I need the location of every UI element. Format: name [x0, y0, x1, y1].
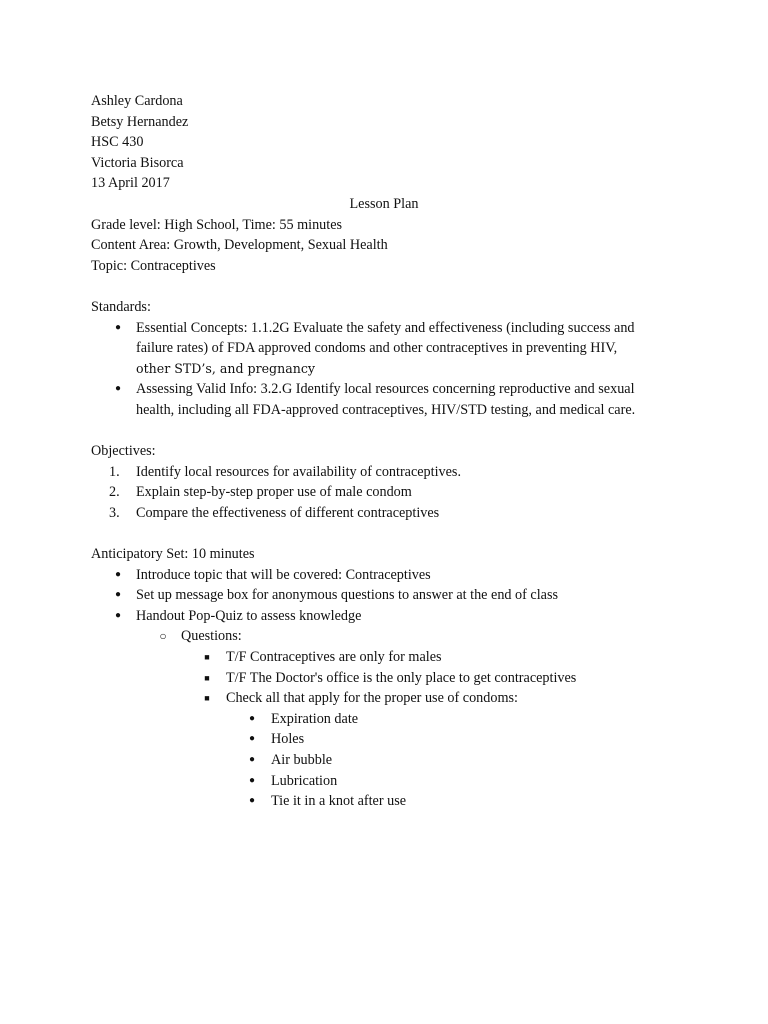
standard-1-line-3: other STD’s, and pregnancy — [136, 360, 316, 376]
circle-bullet-icon: ○ — [159, 629, 167, 644]
course-line: HSC 430 — [91, 134, 144, 151]
checklist-text: Lubrication — [271, 772, 338, 789]
checklist-item-2 — [91, 729, 691, 750]
question-text: T/F Contraceptives are only for males — [226, 649, 442, 666]
checklist-item-4 — [91, 771, 691, 792]
objective-text: Identify local resources for availability of contraceptives. — [136, 463, 461, 480]
document-title: Lesson Plan — [349, 195, 419, 212]
checklist-item-1 — [91, 709, 691, 730]
document-body — [91, 91, 691, 812]
checklist-item-5 — [91, 791, 691, 812]
bullet-icon: ● — [248, 733, 256, 745]
square-bullet-icon: ■ — [204, 693, 210, 704]
objective-text: Compare the effectiveness of different contraceptives — [136, 504, 440, 521]
anticipatory-text: Set up message box for anonymous questions to answer at the end of class — [136, 587, 558, 604]
bullet-icon: ● — [114, 568, 122, 580]
objective-number: 1. — [109, 463, 120, 480]
bullet-icon: ● — [248, 774, 256, 786]
questions-label-item — [91, 626, 691, 647]
spacer — [91, 421, 691, 442]
author-line-1: Ashley Cardona — [91, 93, 183, 109]
question-text: Check all that apply for the proper use of condoms: — [226, 690, 518, 707]
spacer — [91, 276, 691, 297]
questions-label: Questions: — [181, 628, 242, 645]
bullet-icon: ● — [248, 712, 256, 724]
question-text: T/F The Doctor's office is the only place to get contraceptives — [226, 669, 577, 686]
bullet-icon: ● — [114, 589, 122, 601]
bullet-icon: ● — [114, 321, 122, 333]
checklist-item-3 — [91, 750, 691, 771]
standard-2-line-1: Assessing Valid Info: 3.2.G Identify local resources concerning reproductive and sexual — [136, 381, 635, 398]
objective-text: Explain step-by-step proper use of male condom — [136, 484, 412, 501]
checklist-text: Holes — [271, 731, 305, 748]
spacer — [91, 523, 691, 544]
objective-item-3 — [91, 503, 691, 524]
objectives-heading: Objectives: — [91, 443, 156, 460]
anticipatory-text: Introduce topic that will be covered: Contraceptives — [136, 566, 431, 583]
objective-number: 3. — [109, 504, 120, 521]
question-item-1 — [91, 647, 691, 668]
standard-1-line-1: Essential Concepts: 1.1.2G Evaluate the safety and effectiveness (including success and — [136, 319, 635, 336]
question-item-3 — [91, 688, 691, 709]
topic-line: Topic: Contraceptives — [91, 257, 216, 274]
standards-heading: Standards: — [91, 298, 151, 315]
standard-item-1 — [91, 318, 691, 380]
objective-number: 2. — [109, 484, 120, 501]
anticipatory-heading: Anticipatory Set: 10 minutes — [91, 546, 255, 563]
standard-item-2 — [91, 379, 691, 420]
anticipatory-text: Handout Pop-Quiz to assess knowledge — [136, 607, 362, 624]
checklist-text: Air bubble — [271, 752, 333, 768]
objective-item-2 — [91, 482, 691, 503]
standard-1-line-2: failure rates) of FDA approved condoms and other contraceptives in preventing HIV, — [136, 340, 618, 357]
square-bullet-icon: ■ — [204, 652, 210, 663]
bullet-icon: ● — [248, 795, 256, 807]
question-item-2 — [91, 668, 691, 689]
bullet-icon: ● — [114, 609, 122, 621]
square-bullet-icon: ■ — [204, 672, 210, 683]
checklist-text: Expiration date — [271, 710, 359, 727]
bullet-icon: ● — [248, 754, 256, 765]
anticipatory-item-3 — [91, 606, 691, 627]
grade-time-line: Grade level: High School, Time: 55 minutes — [91, 216, 343, 233]
date-line: 13 April 2017 — [91, 175, 170, 192]
standard-2-line-2: health, including all FDA-approved contraceptives, HIV/STD testing, and medical care. — [136, 401, 636, 418]
bullet-icon: ● — [114, 383, 122, 395]
anticipatory-item-1 — [91, 565, 691, 586]
author-line-3: Victoria Bisorca — [91, 154, 184, 171]
checklist-text: Tie it in a knot after use — [271, 793, 407, 810]
content-area-line: Content Area: Growth, Development, Sexual Health — [91, 237, 388, 254]
anticipatory-item-2 — [91, 585, 691, 606]
objective-item-1 — [91, 462, 691, 483]
author-line-2: Betsy Hernandez — [91, 113, 189, 130]
